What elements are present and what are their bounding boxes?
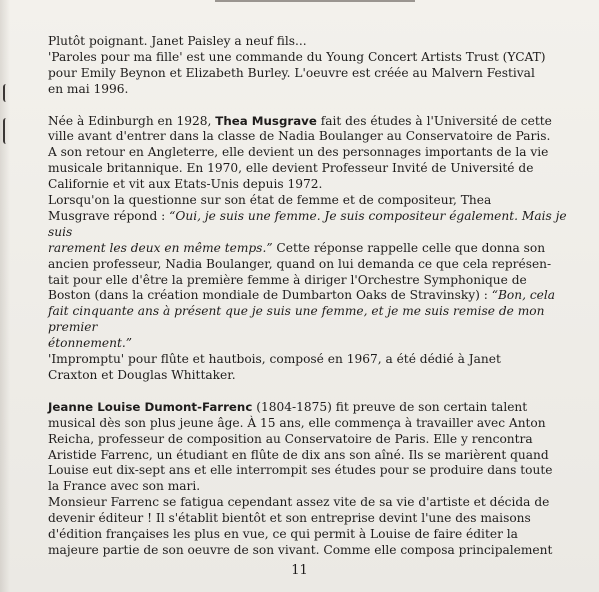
quote-text: “Bon, cela [491, 288, 556, 303]
text-line: d'édition françaises les plus en vue, ce qui permit à Louise de faire éditer la [48, 527, 518, 542]
page-number: 11 [291, 563, 308, 578]
text-line: Boston (dans la création mondiale de Dumbarton Oaks de Stravinsky) : “Bon, cela [48, 288, 556, 303]
text-line: tait pour elle d'être la première femme à diriger l'Orchestre Symphonique de [48, 272, 527, 287]
text-line: Louise eut dix-sept ans et elle interrompit ses études pour se produire dans toute [48, 463, 553, 478]
body-text [48, 34, 578, 559]
text-line: Née à Edinburgh en 1928, Thea Musgrave fait des études à l'Université de cette [48, 113, 552, 128]
text-line: rarement les deux en même temps.” Cette réponse rappelle celle que donna son [48, 240, 546, 255]
text-line: Lorsqu'on la questionne sur son état de femme et de compositeur, Thea [48, 193, 492, 208]
text-line: 'Paroles pour ma fille' est une commande du Young Concert Artists Trust (YCAT) [48, 49, 546, 64]
text-line: ancien professeur, Nadia Boulanger, quand on lui demanda ce que cela représen- [48, 256, 552, 271]
quote-text: rarement les deux en même temps.” [48, 240, 273, 255]
text-line: musicale britannique. En 1970, elle devient Professeur Invité de Université de [48, 161, 534, 176]
text-line: ville avant d'entrer dans la classe de Nadia Boulanger au Conservatoire de Paris. [48, 129, 551, 144]
text-line: Musgrave répond : “Oui, je suis une femme. Je suis compositeur également. Mais je suis [48, 208, 567, 239]
composer-name-thea-musgrave: Thea Musgrave [215, 113, 317, 128]
text-line: majeure partie de son oeuvre de son vivant. Comme elle composa principalement [48, 542, 553, 557]
text-line: pour Emily Beynon et Elizabeth Burley. L'oeuvre est créée au Malvern Festival [48, 65, 535, 80]
text-line: Craxton et Douglas Whittaker. [48, 368, 236, 383]
text-line: Plutôt poignant. Janet Paisley a neuf fils... [48, 34, 307, 48]
text-line: 'Impromptu' pour flûte et hautbois, composé en 1967, a été dédié à Janet [48, 352, 501, 367]
text-line: Jeanne Louise Dumont-Farrenc (1804-1875) fit preuve de son certain talent [48, 399, 528, 414]
top-edge-mark [215, 0, 415, 7]
text-line: Aristide Farrenc, un étudiant en flûte de dix ans son aîné. Ils se marièrent quand [48, 447, 549, 462]
staple-mark [3, 84, 10, 102]
text-line: musical dès son plus jeune âge. À 15 ans, elle commença à travailler avec Anton [48, 415, 546, 430]
quote-text: “Oui, je suis une femme. Je suis compositeur également. Mais je suis [48, 208, 567, 239]
text-line: A son retour en Angleterre, elle devient un des personnages importants de la vie [48, 145, 549, 160]
quote-text: étonnement.” [48, 336, 132, 351]
staple-mark [3, 118, 10, 144]
quote-text: fait cinquante ans à présent que je suis une femme, et je me suis remise de mon premier [48, 304, 545, 335]
text-line: Reicha, professeur de composition au Conservatoire de Paris. Elle y rencontra [48, 431, 533, 446]
text-line: devenir éditeur ! Il s'établit bientôt et son entreprise devint l'une des maisons [48, 511, 531, 526]
text-line: Monsieur Farrenc se fatigua cependant assez vite de sa vie d'artiste et décida de [48, 495, 550, 510]
text-line: Californie et vit aux Etats-Unis depuis 1972. [48, 177, 323, 192]
composer-name-farrenc: Jeanne Louise Dumont-Farrenc [48, 399, 253, 414]
text-line: la France avec son mari. [48, 479, 201, 494]
text-line: en mai 1996. [48, 81, 129, 96]
